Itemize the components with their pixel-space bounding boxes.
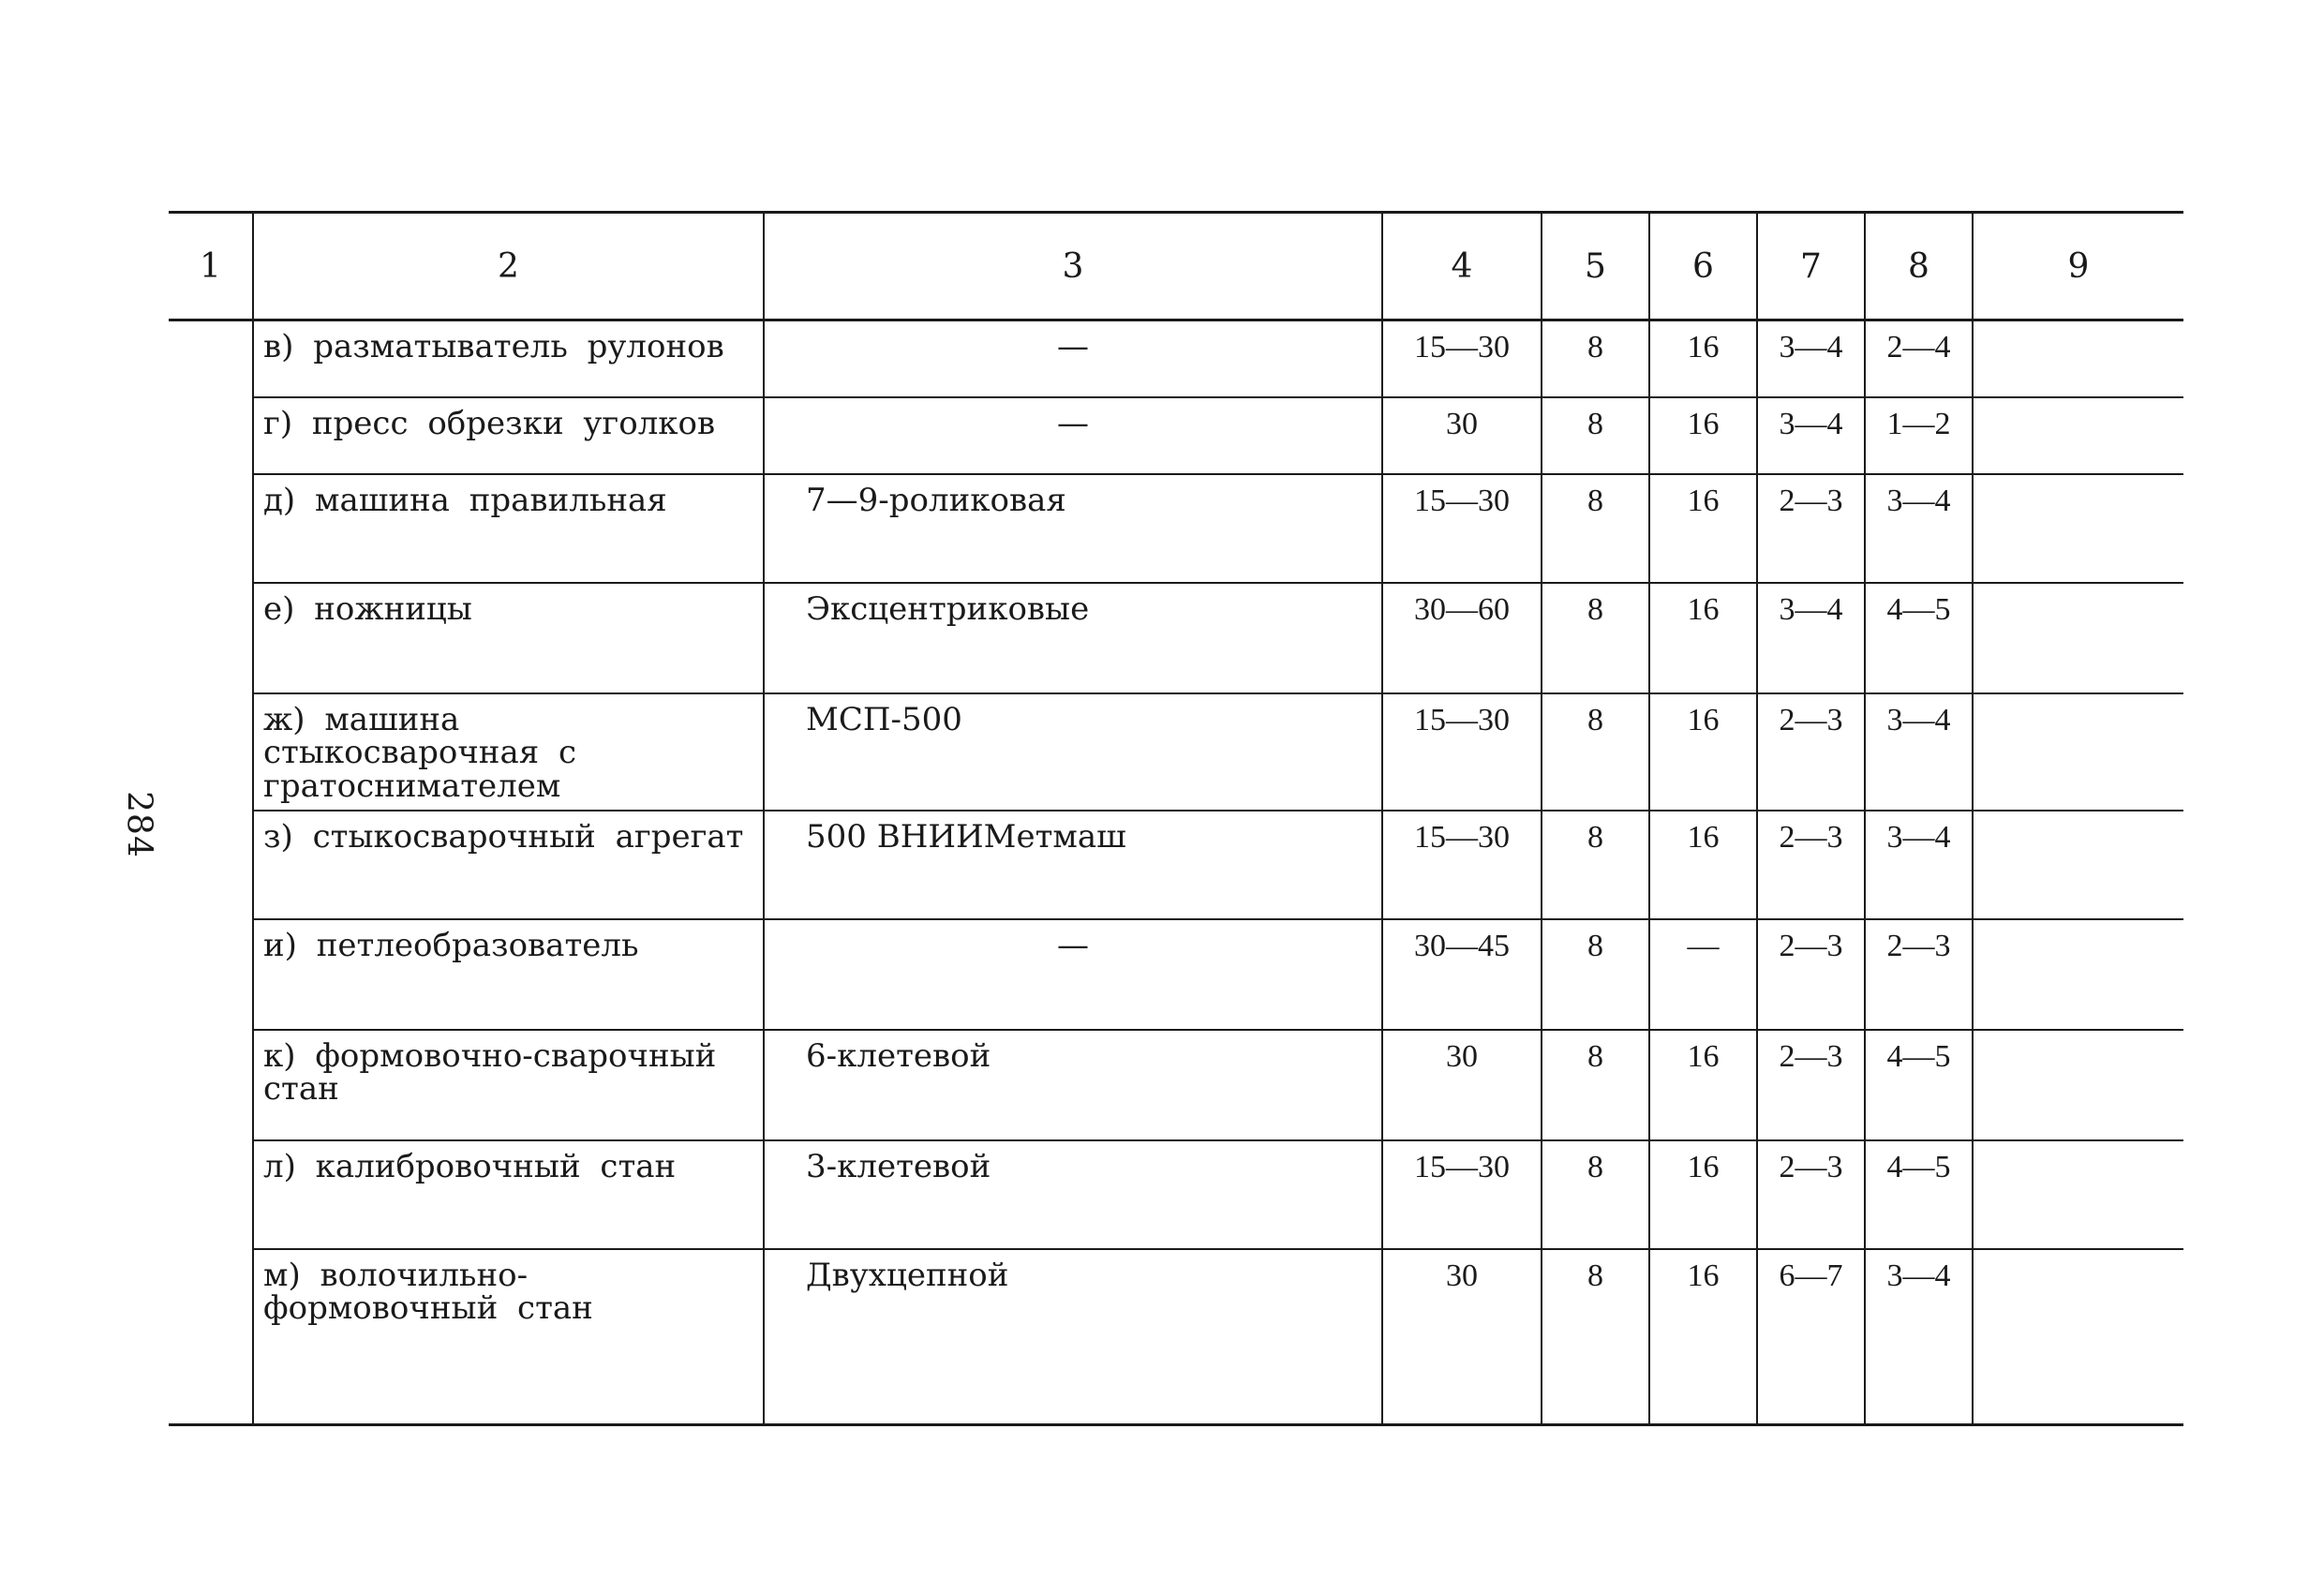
value-cell-8: 3—4 bbox=[1865, 474, 1973, 583]
value-cell-4: 30—45 bbox=[1382, 919, 1542, 1030]
value-cell-6: 16 bbox=[1649, 811, 1757, 919]
value-cell-7: 2—3 bbox=[1757, 919, 1865, 1030]
header-cell: 8 bbox=[1865, 213, 1973, 320]
row-number-cell bbox=[169, 693, 253, 811]
value-cell-6: 16 bbox=[1649, 474, 1757, 583]
row-number-cell bbox=[169, 583, 253, 693]
header-cell: 2 bbox=[253, 213, 764, 320]
header-cell: 1 bbox=[169, 213, 253, 320]
equipment-model-cell: МСП-500 bbox=[764, 693, 1382, 811]
equipment-name-cell: ж) машина стыкосварочная с гратоснимателем bbox=[253, 693, 764, 811]
equipment-name-cell: м) волочильно-формовочный стан bbox=[253, 1249, 764, 1425]
header-cell: 7 bbox=[1757, 213, 1865, 320]
equipment-table bbox=[169, 211, 2183, 1426]
value-cell-8: 3—4 bbox=[1865, 811, 1973, 919]
table-row bbox=[169, 474, 2183, 583]
header-cell: 9 bbox=[1973, 213, 2183, 320]
equipment-name-cell: д) машина правильная bbox=[253, 474, 764, 583]
equipment-model-cell: 6-клетевой bbox=[764, 1030, 1382, 1140]
equipment-name-cell: и) петлеобразователь bbox=[253, 919, 764, 1030]
equipment-name-cell: л) калибровочный стан bbox=[253, 1140, 764, 1249]
table-row bbox=[169, 1140, 2183, 1249]
value-cell-6: 16 bbox=[1649, 693, 1757, 811]
value-cell-9 bbox=[1973, 1030, 2183, 1140]
value-cell-6: 16 bbox=[1649, 397, 1757, 474]
value-cell-9 bbox=[1973, 693, 2183, 811]
value-cell-7: 3—4 bbox=[1757, 397, 1865, 474]
value-cell-9 bbox=[1973, 1140, 2183, 1249]
value-cell-7: 6—7 bbox=[1757, 1249, 1865, 1425]
header-cell: 5 bbox=[1542, 213, 1649, 320]
row-number-cell bbox=[169, 811, 253, 919]
value-cell-4: 30—60 bbox=[1382, 583, 1542, 693]
table-row bbox=[169, 1249, 2183, 1425]
value-cell-6: — bbox=[1649, 919, 1757, 1030]
value-cell-8: 4—5 bbox=[1865, 583, 1973, 693]
page-number: 284 bbox=[119, 791, 158, 858]
value-cell-4: 15—30 bbox=[1382, 320, 1542, 397]
header-cell: 3 bbox=[764, 213, 1382, 320]
header-row bbox=[169, 213, 2183, 320]
value-cell-7: 2—3 bbox=[1757, 811, 1865, 919]
value-cell-5: 8 bbox=[1542, 320, 1649, 397]
equipment-name-cell: к) формовочно-сварочный стан bbox=[253, 1030, 764, 1140]
value-cell-7: 2—3 bbox=[1757, 693, 1865, 811]
value-cell-5: 8 bbox=[1542, 919, 1649, 1030]
value-cell-5: 8 bbox=[1542, 1249, 1649, 1425]
value-cell-9 bbox=[1973, 811, 2183, 919]
table-row bbox=[169, 1030, 2183, 1140]
value-cell-4: 15—30 bbox=[1382, 693, 1542, 811]
value-cell-8: 3—4 bbox=[1865, 1249, 1973, 1425]
value-cell-7: 2—3 bbox=[1757, 1030, 1865, 1140]
table-row bbox=[169, 693, 2183, 811]
equipment-model-cell: Двухцепной bbox=[764, 1249, 1382, 1425]
row-number-cell bbox=[169, 1249, 253, 1425]
value-cell-4: 30 bbox=[1382, 1030, 1542, 1140]
equipment-model-cell: 7—9-роликовая bbox=[764, 474, 1382, 583]
row-number-cell bbox=[169, 1140, 253, 1249]
equipment-name-cell: е) ножницы bbox=[253, 583, 764, 693]
value-cell-6: 16 bbox=[1649, 1140, 1757, 1249]
equipment-name-cell: з) стыкосварочный агрегат bbox=[253, 811, 764, 919]
row-number-cell bbox=[169, 320, 253, 397]
value-cell-6: 16 bbox=[1649, 1030, 1757, 1140]
value-cell-4: 15—30 bbox=[1382, 811, 1542, 919]
value-cell-9 bbox=[1973, 397, 2183, 474]
table-row bbox=[169, 919, 2183, 1030]
equipment-model-cell: 3-клетевой bbox=[764, 1140, 1382, 1249]
value-cell-8: 1—2 bbox=[1865, 397, 1973, 474]
value-cell-4: 15—30 bbox=[1382, 474, 1542, 583]
equipment-model-cell: Эксцентриковые bbox=[764, 583, 1382, 693]
value-cell-8: 2—4 bbox=[1865, 320, 1973, 397]
row-number-cell bbox=[169, 474, 253, 583]
value-cell-5: 8 bbox=[1542, 1140, 1649, 1249]
value-cell-7: 3—4 bbox=[1757, 583, 1865, 693]
value-cell-7: 2—3 bbox=[1757, 1140, 1865, 1249]
value-cell-6: 16 bbox=[1649, 1249, 1757, 1425]
value-cell-7: 2—3 bbox=[1757, 474, 1865, 583]
value-cell-5: 8 bbox=[1542, 397, 1649, 474]
value-cell-8: 4—5 bbox=[1865, 1030, 1973, 1140]
value-cell-5: 8 bbox=[1542, 1030, 1649, 1140]
value-cell-5: 8 bbox=[1542, 474, 1649, 583]
equipment-model-cell: — bbox=[764, 919, 1382, 1030]
value-cell-9 bbox=[1973, 320, 2183, 397]
equipment-name-cell: г) пресс обрезки уголков bbox=[253, 397, 764, 474]
value-cell-9 bbox=[1973, 474, 2183, 583]
value-cell-4: 30 bbox=[1382, 397, 1542, 474]
value-cell-9 bbox=[1973, 1249, 2183, 1425]
table-row bbox=[169, 583, 2183, 693]
header-cell: 6 bbox=[1649, 213, 1757, 320]
value-cell-8: 4—5 bbox=[1865, 1140, 1973, 1249]
value-cell-5: 8 bbox=[1542, 583, 1649, 693]
table-row bbox=[169, 320, 2183, 397]
value-cell-5: 8 bbox=[1542, 811, 1649, 919]
equipment-model-cell: 500 ВНИИМетмаш bbox=[764, 811, 1382, 919]
row-number-cell bbox=[169, 1030, 253, 1140]
value-cell-6: 16 bbox=[1649, 583, 1757, 693]
value-cell-8: 3—4 bbox=[1865, 693, 1973, 811]
value-cell-8: 2—3 bbox=[1865, 919, 1973, 1030]
value-cell-7: 3—4 bbox=[1757, 320, 1865, 397]
table-row bbox=[169, 811, 2183, 919]
equipment-name-cell: в) разматыватель рулонов bbox=[253, 320, 764, 397]
equipment-model-cell: — bbox=[764, 320, 1382, 397]
value-cell-6: 16 bbox=[1649, 320, 1757, 397]
header-cell: 4 bbox=[1382, 213, 1542, 320]
table-row bbox=[169, 397, 2183, 474]
value-cell-9 bbox=[1973, 919, 2183, 1030]
equipment-model-cell: — bbox=[764, 397, 1382, 474]
row-number-cell bbox=[169, 397, 253, 474]
value-cell-5: 8 bbox=[1542, 693, 1649, 811]
value-cell-9 bbox=[1973, 583, 2183, 693]
row-number-cell bbox=[169, 919, 253, 1030]
value-cell-4: 15—30 bbox=[1382, 1140, 1542, 1249]
value-cell-4: 30 bbox=[1382, 1249, 1542, 1425]
